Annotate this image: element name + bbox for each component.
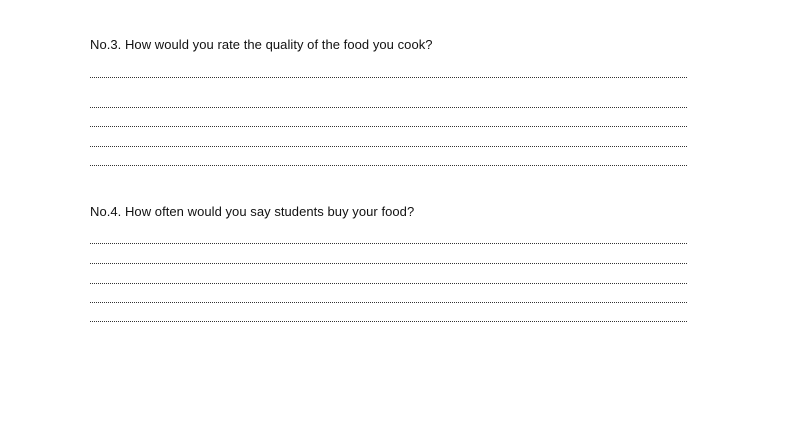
question-3-answer-line <box>90 107 687 108</box>
question-4-answer-line <box>90 302 687 303</box>
question-4-answer-line <box>90 321 687 322</box>
question-3-answer-line <box>90 165 687 166</box>
question-3-title: No.3. How would you rate the quality of the food you cook? <box>90 37 433 52</box>
question-4-answer-line <box>90 263 687 264</box>
question-4-answer-line <box>90 283 687 284</box>
question-3-answer-line <box>90 126 687 127</box>
question-3-answer-line <box>90 77 687 78</box>
question-4-answer-line <box>90 243 687 244</box>
question-4-title: No.4. How often would you say students buy your food? <box>90 204 415 219</box>
question-3-answer-line <box>90 146 687 147</box>
